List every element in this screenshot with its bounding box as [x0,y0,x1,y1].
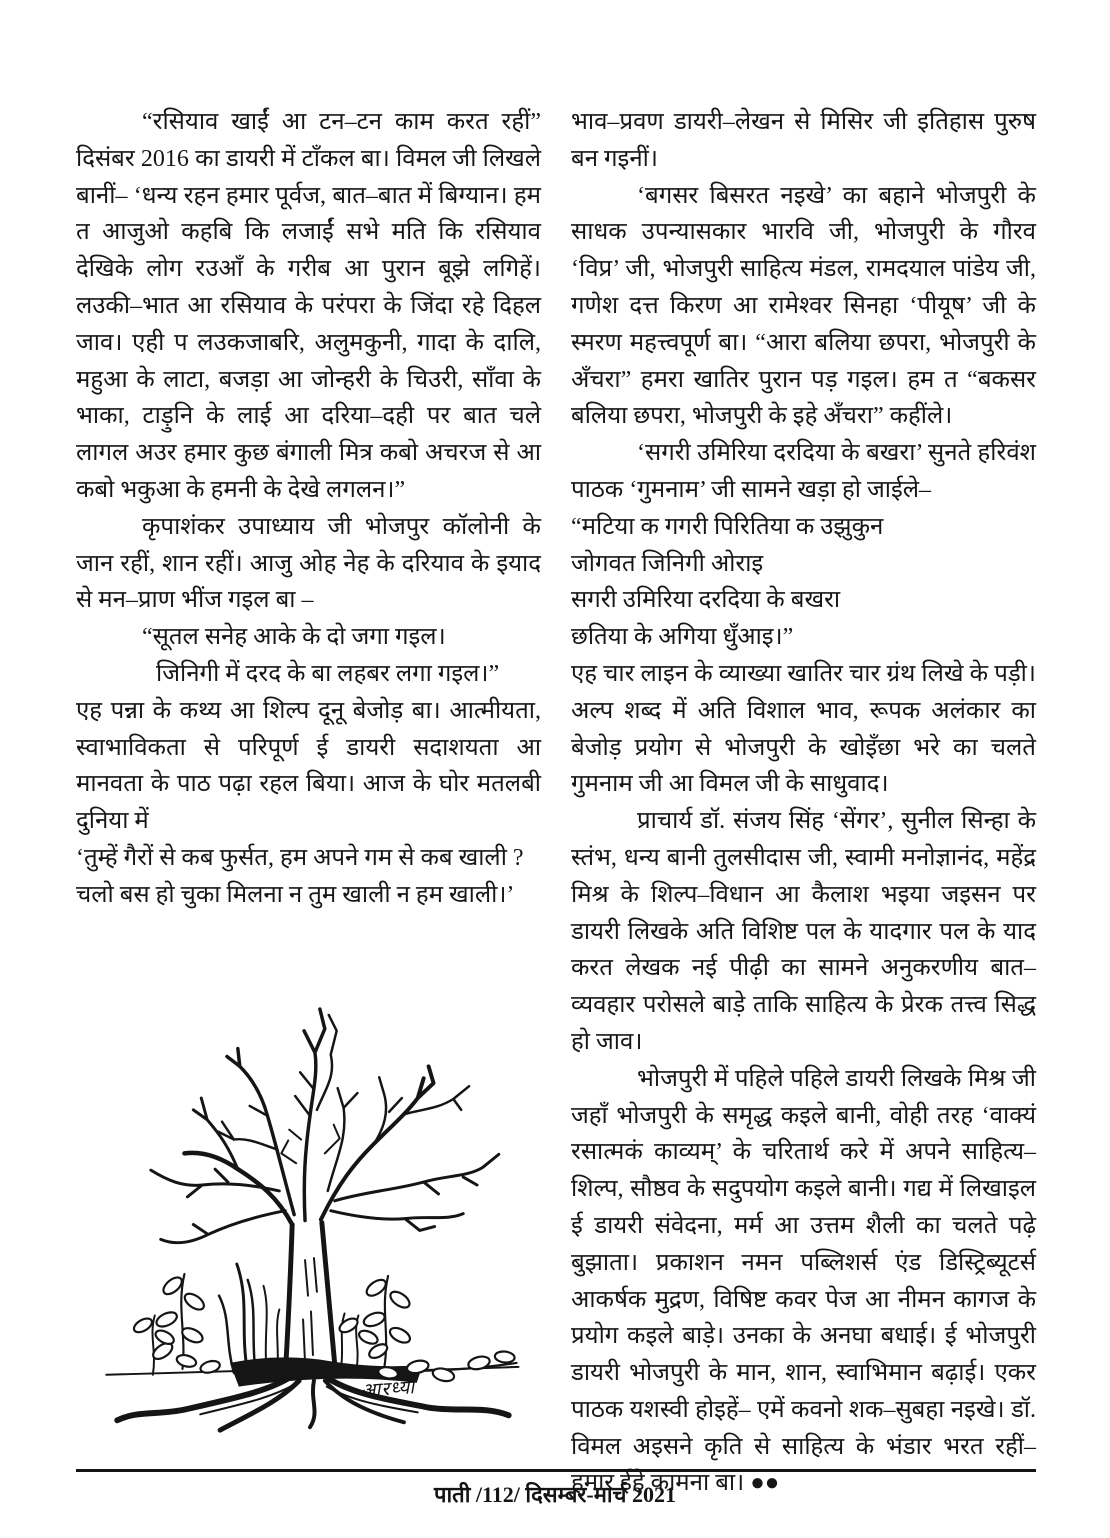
paragraph: भाव–प्रवण डायरी–लेखन से मिसिर जी इतिहास पुरुष बन गइनीं। [571,109,1036,172]
verse-line: “सूतल सनेह आके के दो जगा गइल। [142,624,446,651]
paragraph: प्राचार्य डॉ. संजय सिंह ‘सेंगर’, सुनील सिन्हा के स्तंभ, धन्य बानी तुलसीदास जी, स्वामी मनोज्ञानंद, महेंद्र मिश्र के शिल्प–विधान आ कैलाश भइया जइसन पर डायरी लिखके अति विशिष्ट पल के यादगार पल के याद करत लेखक नई पीढ़ी का सामने अनुकरणीय बात–व्यवहार परोसले बाड़े ताकि साहित्य के प्रेरक तत्त्व सिद्ध हो जाव। [571,808,1036,1055]
verse-line: जिनिगी में दरद के बा लहबर लगा गइल।” [156,660,500,687]
bare-tree-sketch-image [91,928,527,1442]
paragraph: ‘बगसर बिसरत नइखे’ का बहाने भोजपुरी के साधक उपन्यासकार भारवि जी, भोजपुरी के गौरव ‘विप्र’ जी, भोजपुरी साहित्य मंडल, रामदयाल पांडेय जी, गणेश दत्त किरण आ रामेश्वर सिनहा ‘पीयूष’ जी के स्मरण महत्त्वपूर्ण बा। “आरा बलिया छपरा, भोजपुरी के अँचरा” हमरा खातिर पुरान पड़ गइल। हम त “बकसर बलिया छपरा, भोजपुरी के इहे अँचरा” कहींले। [571,182,1036,430]
text-columns [76,104,1036,1502]
tree-illustration [91,928,527,1442]
left-column [76,104,541,1502]
artist-signature: आरध्या [360,1377,416,1403]
paragraph: भोजपुरी में पहिले पहिले डायरी लिखके मिश्र जी जहाँ भोजपुरी के समृद्ध कइले बानी, वोही तरह ‘वाक्यं रसात्मकं काव्यम्’ के चरितार्थ करे में अपने साहित्य–शिल्प, सौष्ठव के सदुपयोग कइले बानी। गद्य में लिखाइल ई डायरी संवेदना, मर्म आ उत्तम शैली का चलते पढ़े बुझाता। प्रकाशन नमन पब्लिशर्स एंड डिस्ट्रिब्यूटर्स आकर्षक मुद्रण, विषिष्ट कवर पेज आ नीमन कागज के प्रयोग कइले बाड़े। उनका के अनघा बधाई। ई भोजपुरी डायरी भोजपुरी के मान, शान, स्वाभिमान बढ़ाई। एकर पाठक यशस्वी होइहें– एमें कवनो शक–सुबहा नइखे। डॉ. विमल अइसने कृति से साहित्य के भंडार भरत रहीं– हमार ईहे कामना बा। ●● [571,1065,1036,1497]
page-footer: पाती /112/ दिसम्बर-मार्च 2021 [433,1482,677,1507]
couplet-line: चलो बस हो चुका मिलना न तुम खाली न हम खाली।’ [76,881,515,908]
paragraph: ‘सगरी उमिरिया दरदिया के बखरा’ सुनते हरिवंश पाठक ‘गुमनाम’ जी सामने खड़ा हो जाईले– [571,440,1036,503]
paragraph: कृपाशंकर उपाध्याय जी भोजपुर कॉलोनी के जान रहीं, शान रहीं। आजु ओह नेह के दरियाव के इयाद से मन–प्राण भींज गइल बा – [76,513,541,614]
verse-line: छतिया के अगिया धुँआइ।” [571,624,794,651]
paragraph: “रसियाव खाईं आ टन–टन काम करत रहीं” दिसंबर 2016 का डायरी में टाँकल बा। विमल जी लिखले बानीं– ‘धन्य रहन हमार पूर्वज, बात–बात में बिग्यान। हम त आजुओ कहबि कि लजाईं सभे मति कि रसियाव देखिके लोग रउआँ के गरीब आ पुरान बूझे लगिहें। लउकी–भात आ रसियाव के परंपरा के जिंदा रहे दिहल जाव। एही प लउकजाबरि, अलुमकुनी, गादा के दालि, महुआ के लाटा, बजड़ा आ जोन्हरी के चिउरी, साँवा के भाका, टाड़ुनि के लाई आ दरिया–दही पर बात चले लागल अउर हमार कुछ बंगाली मित्र कबो अचरज से आ कबो भकुआ के हमनी के देखे लगलन।” [76,109,541,503]
verse-line: जोगवत जिनिगी ओराइ [571,550,764,577]
footer-divider [76,1469,1036,1472]
verse-line: सगरी उमिरिया दरदिया के बखरा [571,587,841,614]
paragraph: एह पन्ना के कथ्य आ शिल्प दूनू बेजोड़ बा। आत्मीयता, स्वाभाविकता से परिपूर्ण ई डायरी सदाशयता आ मानवता के पाठ पढ़ा रहल बिया। आज के घोर मतलबी दुनिया में [76,697,541,835]
couplet-line: ‘तुम्हें गैरों से कब फुर्सत, हम अपने गम से कब खाली ? [76,844,524,871]
verse-line: “मटिया क गगरी पिरितिया क उझुकुन [571,513,884,540]
paragraph: एह चार लाइन के व्याख्या खातिर चार ग्रंथ लिखे के पड़ी। अल्प शब्द में अति विशाल भाव, रूपक अलंकार का बेजोड़ प्रयोग से भोजपुरी के खोइँछा भरे का चलते गुमनाम जी आ विमल जी के साधुवाद। [571,660,1036,798]
right-column [571,104,1036,1502]
